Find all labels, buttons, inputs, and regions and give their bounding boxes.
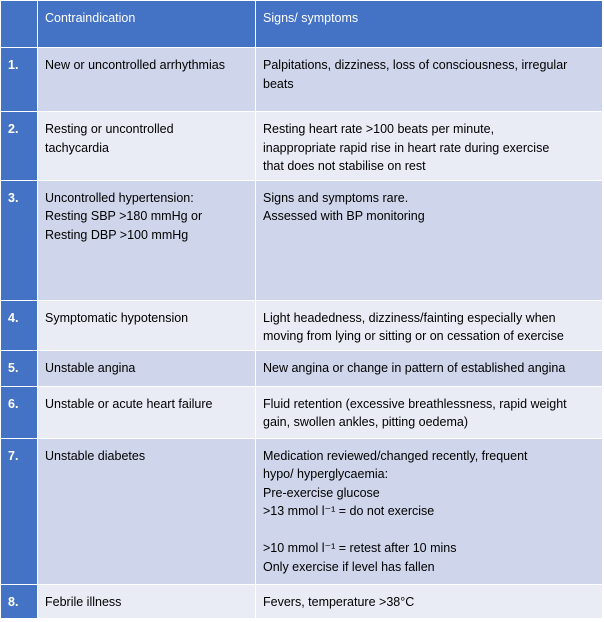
row-symptoms: Signs and symptoms rare. Assessed with BP monitoring bbox=[256, 180, 603, 300]
row-contraindication: Uncontrolled hypertension: Resting SBP >180 mmHg or Resting DBP >100 mmHg bbox=[38, 180, 256, 300]
table-row bbox=[1, 386, 603, 438]
table-row bbox=[1, 584, 603, 618]
row-number: 2. bbox=[1, 112, 38, 181]
row-symptoms: Fevers, temperature >38°C bbox=[256, 584, 603, 618]
header-number bbox=[1, 1, 38, 48]
header-symptoms: Signs/ symptoms bbox=[256, 1, 603, 48]
row-symptoms: Resting heart rate >100 beats per minute, inappropriate rapid rise in heart rate during exercise that does not stabilise on rest bbox=[256, 112, 603, 181]
table-row bbox=[1, 180, 603, 300]
table-row bbox=[1, 300, 603, 350]
table-row bbox=[1, 350, 603, 386]
row-number: 3. bbox=[1, 180, 38, 300]
row-symptoms: Fluid retention (excessive breathlessness, rapid weight gain, swollen ankles, pitting oedema) bbox=[256, 386, 603, 438]
row-symptoms: New angina or change in pattern of established angina bbox=[256, 350, 603, 386]
table-header-row bbox=[1, 1, 603, 48]
row-symptoms: Medication reviewed/changed recently, frequent hypo/ hyperglycaemia: Pre-exercise glucose >13 mmol l⁻¹ = do not exercise >10 mmol l⁻¹ = retest after 10 mins Only exercise if level has fallen bbox=[256, 438, 603, 584]
row-symptoms: Light headedness, dizziness/fainting especially when moving from lying or sitting or on cessation of exercise bbox=[256, 300, 603, 350]
row-number: 4. bbox=[1, 300, 38, 350]
row-contraindication: Unstable or acute heart failure bbox=[38, 386, 256, 438]
header-contraindication: Contraindication bbox=[38, 1, 256, 48]
row-contraindication: Symptomatic hypotension bbox=[38, 300, 256, 350]
row-contraindication: Febrile illness bbox=[38, 584, 256, 618]
row-contraindication: Unstable angina bbox=[38, 350, 256, 386]
row-number: 7. bbox=[1, 438, 38, 584]
row-number: 1. bbox=[1, 48, 38, 112]
row-number: 8. bbox=[1, 584, 38, 618]
row-contraindication: Resting or uncontrolled tachycardia bbox=[38, 112, 256, 181]
table-row bbox=[1, 48, 603, 112]
table-row bbox=[1, 438, 603, 584]
row-number: 5. bbox=[1, 350, 38, 386]
table-row bbox=[1, 112, 603, 181]
row-contraindication: New or uncontrolled arrhythmias bbox=[38, 48, 256, 112]
row-contraindication: Unstable diabetes bbox=[38, 438, 256, 584]
row-number: 6. bbox=[1, 386, 38, 438]
row-symptoms: Palpitations, dizziness, loss of consciousness, irregular beats bbox=[256, 48, 603, 112]
